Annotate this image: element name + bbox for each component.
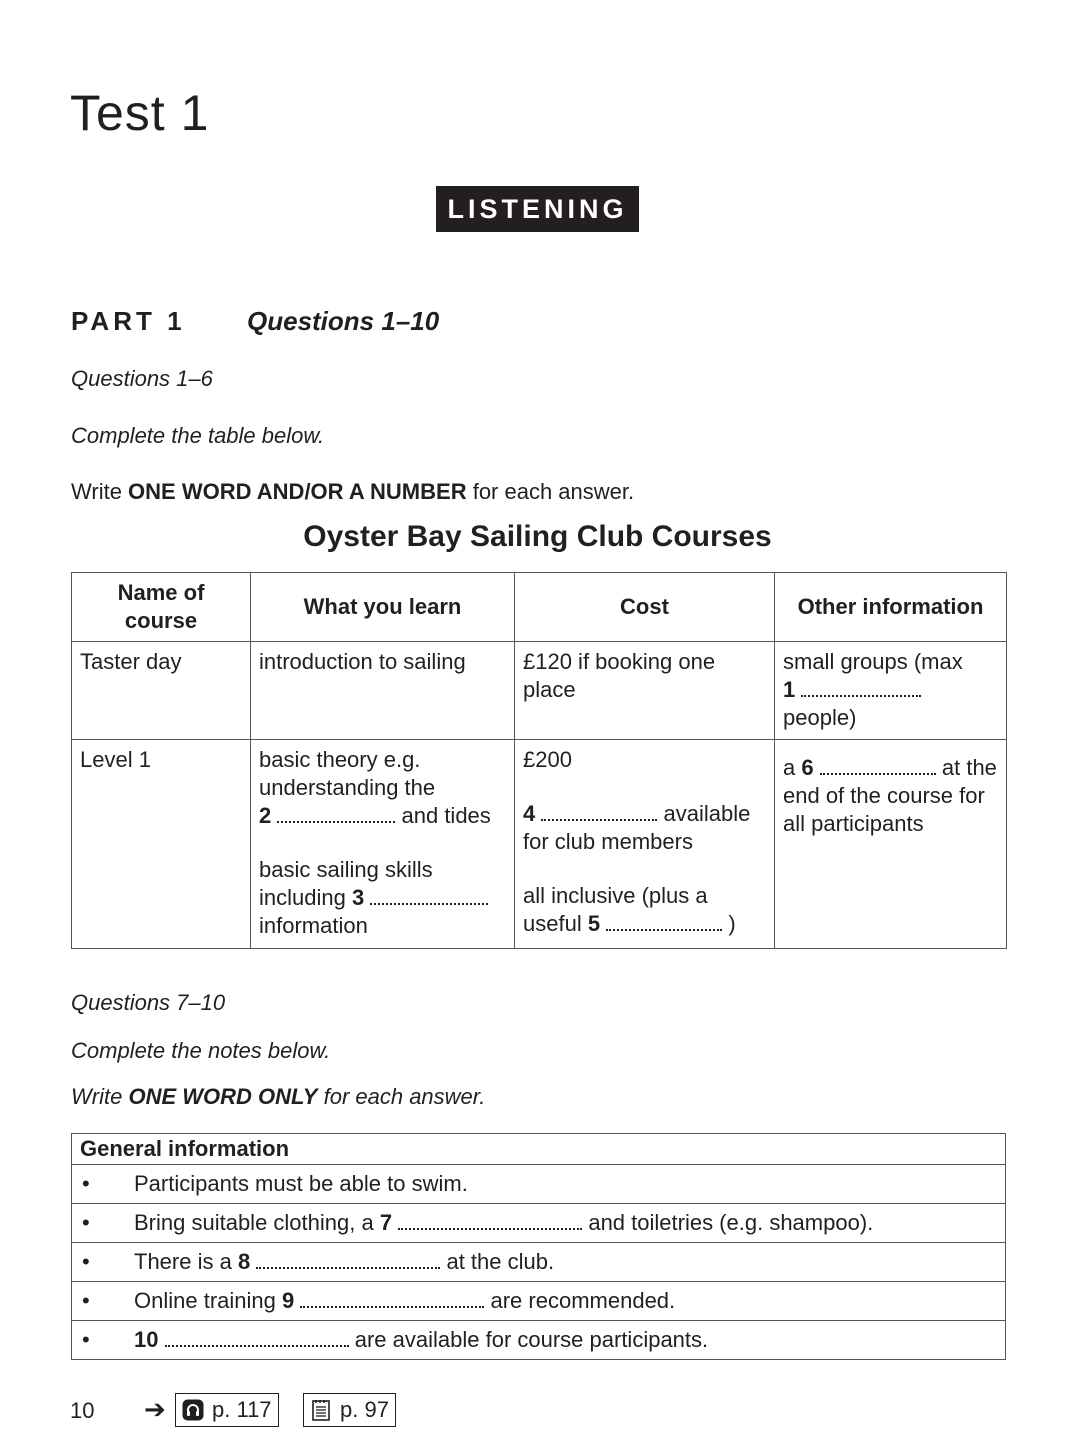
level-1-cost [515, 740, 775, 949]
taster-day-other [775, 642, 1007, 740]
note-available-suffix: are available for course participants. [354, 1327, 709, 1352]
headphones-square-icon [182, 1399, 204, 1421]
word-limit-rule: ONE WORD ONLY [128, 1084, 318, 1109]
level-1-price: £200 [523, 747, 572, 772]
answer-gap-8[interactable] [256, 1251, 440, 1269]
question-number-2: 2 [259, 803, 272, 828]
answer-gap-2[interactable] [277, 805, 395, 823]
notes-heading-row [72, 1134, 1006, 1165]
audio-script-page: p. 117 [212, 1397, 272, 1422]
level-1-discount [523, 800, 766, 856]
answer-gap-7[interactable] [398, 1212, 582, 1230]
note-training-suffix: are recommended. [490, 1288, 676, 1313]
level-1-learn [251, 740, 515, 949]
header-cost: Cost [515, 573, 775, 642]
level-1-theory [259, 746, 506, 830]
note-clothing-prefix: Bring suitable clothing, a [134, 1210, 374, 1235]
note-club-prefix: There is a [134, 1249, 232, 1274]
audio-script-reference[interactable] [175, 1393, 279, 1427]
questions-7-10-heading: Questions 7–10 [71, 990, 226, 1015]
taster-day-other-suffix: people) [783, 705, 857, 730]
page-number: 10 [70, 1398, 95, 1423]
level-1-skills [259, 856, 506, 940]
question-number-3: 3 [351, 885, 365, 910]
taster-day-other-prefix: small groups (max [783, 649, 963, 674]
level-1-inclusive [523, 882, 766, 938]
answer-gap-4[interactable] [541, 803, 657, 821]
questions-1-6-heading: Questions 1–6 [71, 366, 213, 391]
note-training [72, 1282, 1006, 1321]
word-limit-prefix: Write [71, 1084, 129, 1109]
level-1-other [775, 740, 1007, 949]
question-number-1: 1 [783, 677, 796, 702]
arrow-right-icon: ➔ [144, 1394, 166, 1424]
header-what-you-learn: What you learn [251, 573, 515, 642]
list-item [72, 1204, 1006, 1243]
level-1-skills-suffix: information [259, 913, 368, 938]
answer-key-page: p. 97 [340, 1397, 389, 1422]
level-1-inclusive-suffix: ) [728, 911, 736, 936]
note-club [72, 1243, 1006, 1282]
level-1-inclusive-prefix: all inclusive (plus a useful [523, 883, 708, 936]
list-item [72, 1282, 1006, 1321]
part-questions-range: Questions 1–10 [247, 306, 440, 336]
note-clothing-suffix: and toiletries (e.g. shampoo). [588, 1210, 874, 1235]
answer-gap-3[interactable] [370, 887, 488, 905]
note-clothing [72, 1204, 1006, 1243]
taster-day-cost: £120 if booking one place [515, 642, 775, 740]
level-1-discount-suffix: available for club members [523, 801, 751, 854]
notepad-icon [310, 1399, 332, 1421]
question-number-5: 5 [587, 911, 601, 936]
header-name-of-course: Name of course [72, 573, 251, 642]
table-row [72, 642, 1007, 740]
question-number-4: 4 [523, 801, 536, 826]
cell-spacer [523, 856, 766, 882]
taster-day-learn: introduction to sailing [251, 642, 515, 740]
questions-1-6-instruction: Complete the table below. [71, 423, 325, 448]
questions-7-10-instruction: Complete the notes below. [71, 1038, 331, 1063]
taster-day-name: Taster day [72, 642, 251, 740]
cell-spacer [523, 774, 766, 800]
cell-spacer [259, 830, 506, 856]
word-limit-rule: ONE WORD AND/OR A NUMBER [128, 479, 467, 504]
bullet-icon: • [82, 1249, 90, 1274]
level-1-other-prefix: a [783, 755, 796, 780]
bullet-icon: • [82, 1327, 90, 1352]
table-row [72, 740, 1007, 949]
page-title: Test 1 [70, 85, 210, 141]
note-swim-text: Participants must be able to swim. [134, 1171, 468, 1196]
word-limit-prefix: Write [71, 479, 129, 504]
level-1-skills-prefix: basic sailing skills including [259, 857, 433, 910]
listening-section-badge: LISTENING [436, 186, 639, 232]
answer-gap-10[interactable] [165, 1329, 349, 1347]
answer-gap-5[interactable] [606, 913, 722, 931]
questions-1-6-word-limit [71, 479, 634, 505]
table-header-row [72, 573, 1007, 642]
questions-7-10-word-limit [71, 1084, 485, 1110]
word-limit-suffix: for each answer. [466, 479, 635, 504]
bullet-icon: • [82, 1171, 90, 1196]
question-number-7: 7 [379, 1210, 393, 1235]
bullet-icon: • [82, 1210, 90, 1235]
level-1-theory-prefix: basic theory e.g. understanding the [259, 747, 436, 800]
list-item [72, 1243, 1006, 1282]
answer-gap-9[interactable] [300, 1290, 484, 1308]
answer-key-reference[interactable] [303, 1393, 396, 1427]
note-training-prefix: Online training [134, 1288, 276, 1313]
level-1-name: Level 1 [72, 740, 251, 949]
list-item [72, 1321, 1006, 1360]
list-item [72, 1165, 1006, 1204]
part-label: PART 1 [71, 306, 186, 336]
part-heading [71, 306, 440, 337]
bullet-icon: • [82, 1288, 90, 1313]
level-1-other-suffix: at the end of the course for all participants [783, 755, 997, 836]
question-number-6: 6 [801, 755, 814, 780]
courses-table [71, 572, 1007, 949]
general-information-notes [71, 1133, 1006, 1360]
answer-gap-6[interactable] [820, 757, 936, 775]
note-available [72, 1321, 1006, 1360]
table-title: Oyster Bay Sailing Club Courses [303, 520, 772, 553]
answer-gap-1[interactable] [801, 679, 921, 697]
note-swim [72, 1165, 1006, 1204]
notes-heading: General information [72, 1134, 1006, 1165]
question-number-8: 8 [237, 1249, 251, 1274]
note-club-suffix: at the club. [446, 1249, 555, 1274]
word-limit-suffix: for each answer. [317, 1084, 486, 1109]
header-other-information: Other information [775, 573, 1007, 642]
level-1-theory-suffix: and tides [401, 803, 491, 828]
question-number-9: 9 [282, 1288, 295, 1313]
question-number-10: 10 [134, 1327, 159, 1352]
